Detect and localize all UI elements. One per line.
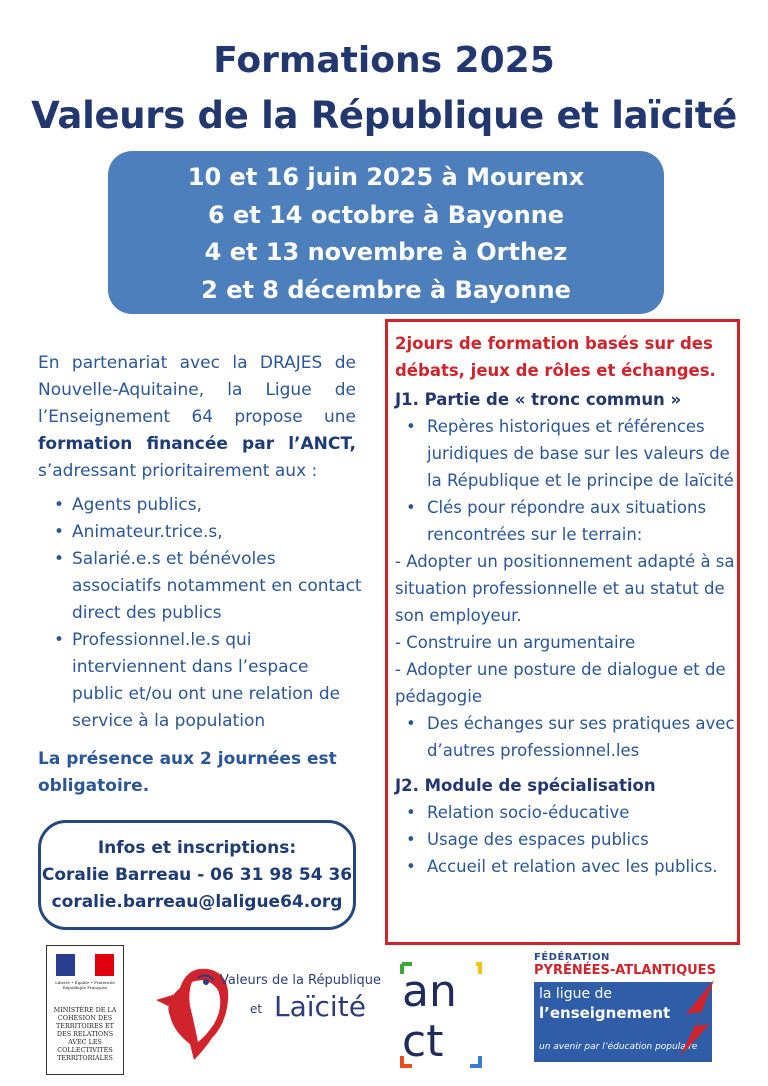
dates-box xyxy=(108,151,664,314)
intro-text-after: s’adressant prioritairement aux : xyxy=(38,461,318,481)
mandatory-notice: La présence aux 2 journées est obligatoire. xyxy=(38,749,337,796)
j1-title: J1. Partie de « tronc commun » xyxy=(395,390,682,409)
federation-label: FÉDÉRATION xyxy=(534,952,610,963)
audience-item: • Animateur.trice.s, xyxy=(52,519,362,546)
j1-bullet: • Clés pour répondre aux situations rencontrées sur le terrain: xyxy=(395,494,737,548)
j1-paragraph: - Construire un argumentaire xyxy=(395,633,636,652)
j1-paragraph: - Adopter une posture de dialogue et de pédagogie xyxy=(395,660,726,706)
date-mourenx: 10 et 16 juin 2025 à Mourenx xyxy=(187,163,585,191)
spacer xyxy=(395,764,737,770)
rf-motto: Liberté • Égalité • Fraternité République Française xyxy=(55,980,115,990)
laicite-text: Laïcité xyxy=(274,990,366,1023)
date-bayonne-dec: 2 et 8 décembre à Bayonne xyxy=(201,275,571,304)
marianne-flag-icon xyxy=(56,954,114,976)
intro-funding: formation financée par l’ANCT, xyxy=(38,434,356,454)
red-arrow-icon xyxy=(674,978,720,1058)
valeurs-laicite-logo xyxy=(150,958,380,1068)
audience-item: • Professionnel.le.s qui interviennent dans l’espace public et/ou ont une relation de service à la population xyxy=(52,627,362,735)
j2-title: J2. Module de spécialisation xyxy=(395,776,656,795)
j1-bullet: • Repères historiques et références juridiques de base sur les valeurs de la République et le principe de laïcité xyxy=(395,413,737,494)
ligue-name-part1: la ligue de xyxy=(539,986,613,1002)
page-title-line2: Valeurs de la République et laïcité xyxy=(31,94,737,137)
j1-bullets-a xyxy=(395,413,737,548)
j1-bullets-b xyxy=(395,710,737,764)
contact-title: Infos et inscriptions: xyxy=(97,838,297,858)
ligue-slogan: un avenir par l’éducation populaire xyxy=(539,1042,698,1052)
program-lead: 2jours de formation basés sur des débats, jeux de rôles et échanges. xyxy=(395,334,716,380)
republique-francaise-logo xyxy=(46,945,124,1075)
j1-bullet: • Des échanges sur ses pratiques avec d’autres professionnel.les xyxy=(395,710,737,764)
ministry-name: MINISTÈRE DE LA COHÉSION DES TERRITOIRES ET DES RELATIONS AVEC LES COLLECTIVITÉS TERRITORIALES xyxy=(53,1006,117,1062)
anct-text-top: an xyxy=(402,966,457,1017)
intro-text-before: En partenariat avec la DRAJES de Nouvelle-Aquitaine, la Ligue de l’Enseignement 64 propose une xyxy=(38,353,356,427)
ligue-name-part2: l’enseignement xyxy=(539,1004,671,1022)
j2-bullets xyxy=(395,799,737,880)
j2-bullet: • Usage des espaces publics xyxy=(395,826,737,853)
page-title-line1: Formations 2025 xyxy=(213,40,555,81)
audience-list xyxy=(52,492,362,735)
department-label: PYRÉNÉES-ATLANTIQUES xyxy=(534,963,716,978)
anct-text-bottom: ct xyxy=(402,1016,444,1067)
anct-logo xyxy=(398,960,484,1070)
contact-name-phone[interactable]: Coralie Barreau - 06 31 98 54 36 xyxy=(41,865,353,885)
j2-bullet: • Relation socio-éducative xyxy=(395,799,737,826)
valeurs-text: Valeurs de la République xyxy=(220,973,381,988)
intro-paragraph xyxy=(38,350,356,485)
ligue-enseignement-logo xyxy=(534,952,726,1064)
program-box xyxy=(385,319,740,945)
j1-paragraph: - Adopter un positionnement adapté à sa situation professionnelle et au statut de son employeur. xyxy=(395,552,735,625)
valeurs-et: et xyxy=(250,1002,263,1016)
contact-box xyxy=(38,820,356,930)
audience-item: • Agents publics, xyxy=(52,492,362,519)
date-bayonne-oct: 6 et 14 octobre à Bayonne xyxy=(207,200,565,229)
j2-bullet: • Accueil et relation avec les publics. xyxy=(395,853,737,880)
audience-item: • Salarié.e.s et bénévoles associatifs notamment en contact direct des publics xyxy=(52,546,362,627)
date-orthez: 4 et 13 novembre à Orthez xyxy=(204,238,568,266)
contact-email[interactable]: coralie.barreau@laligue64.org xyxy=(51,892,343,912)
